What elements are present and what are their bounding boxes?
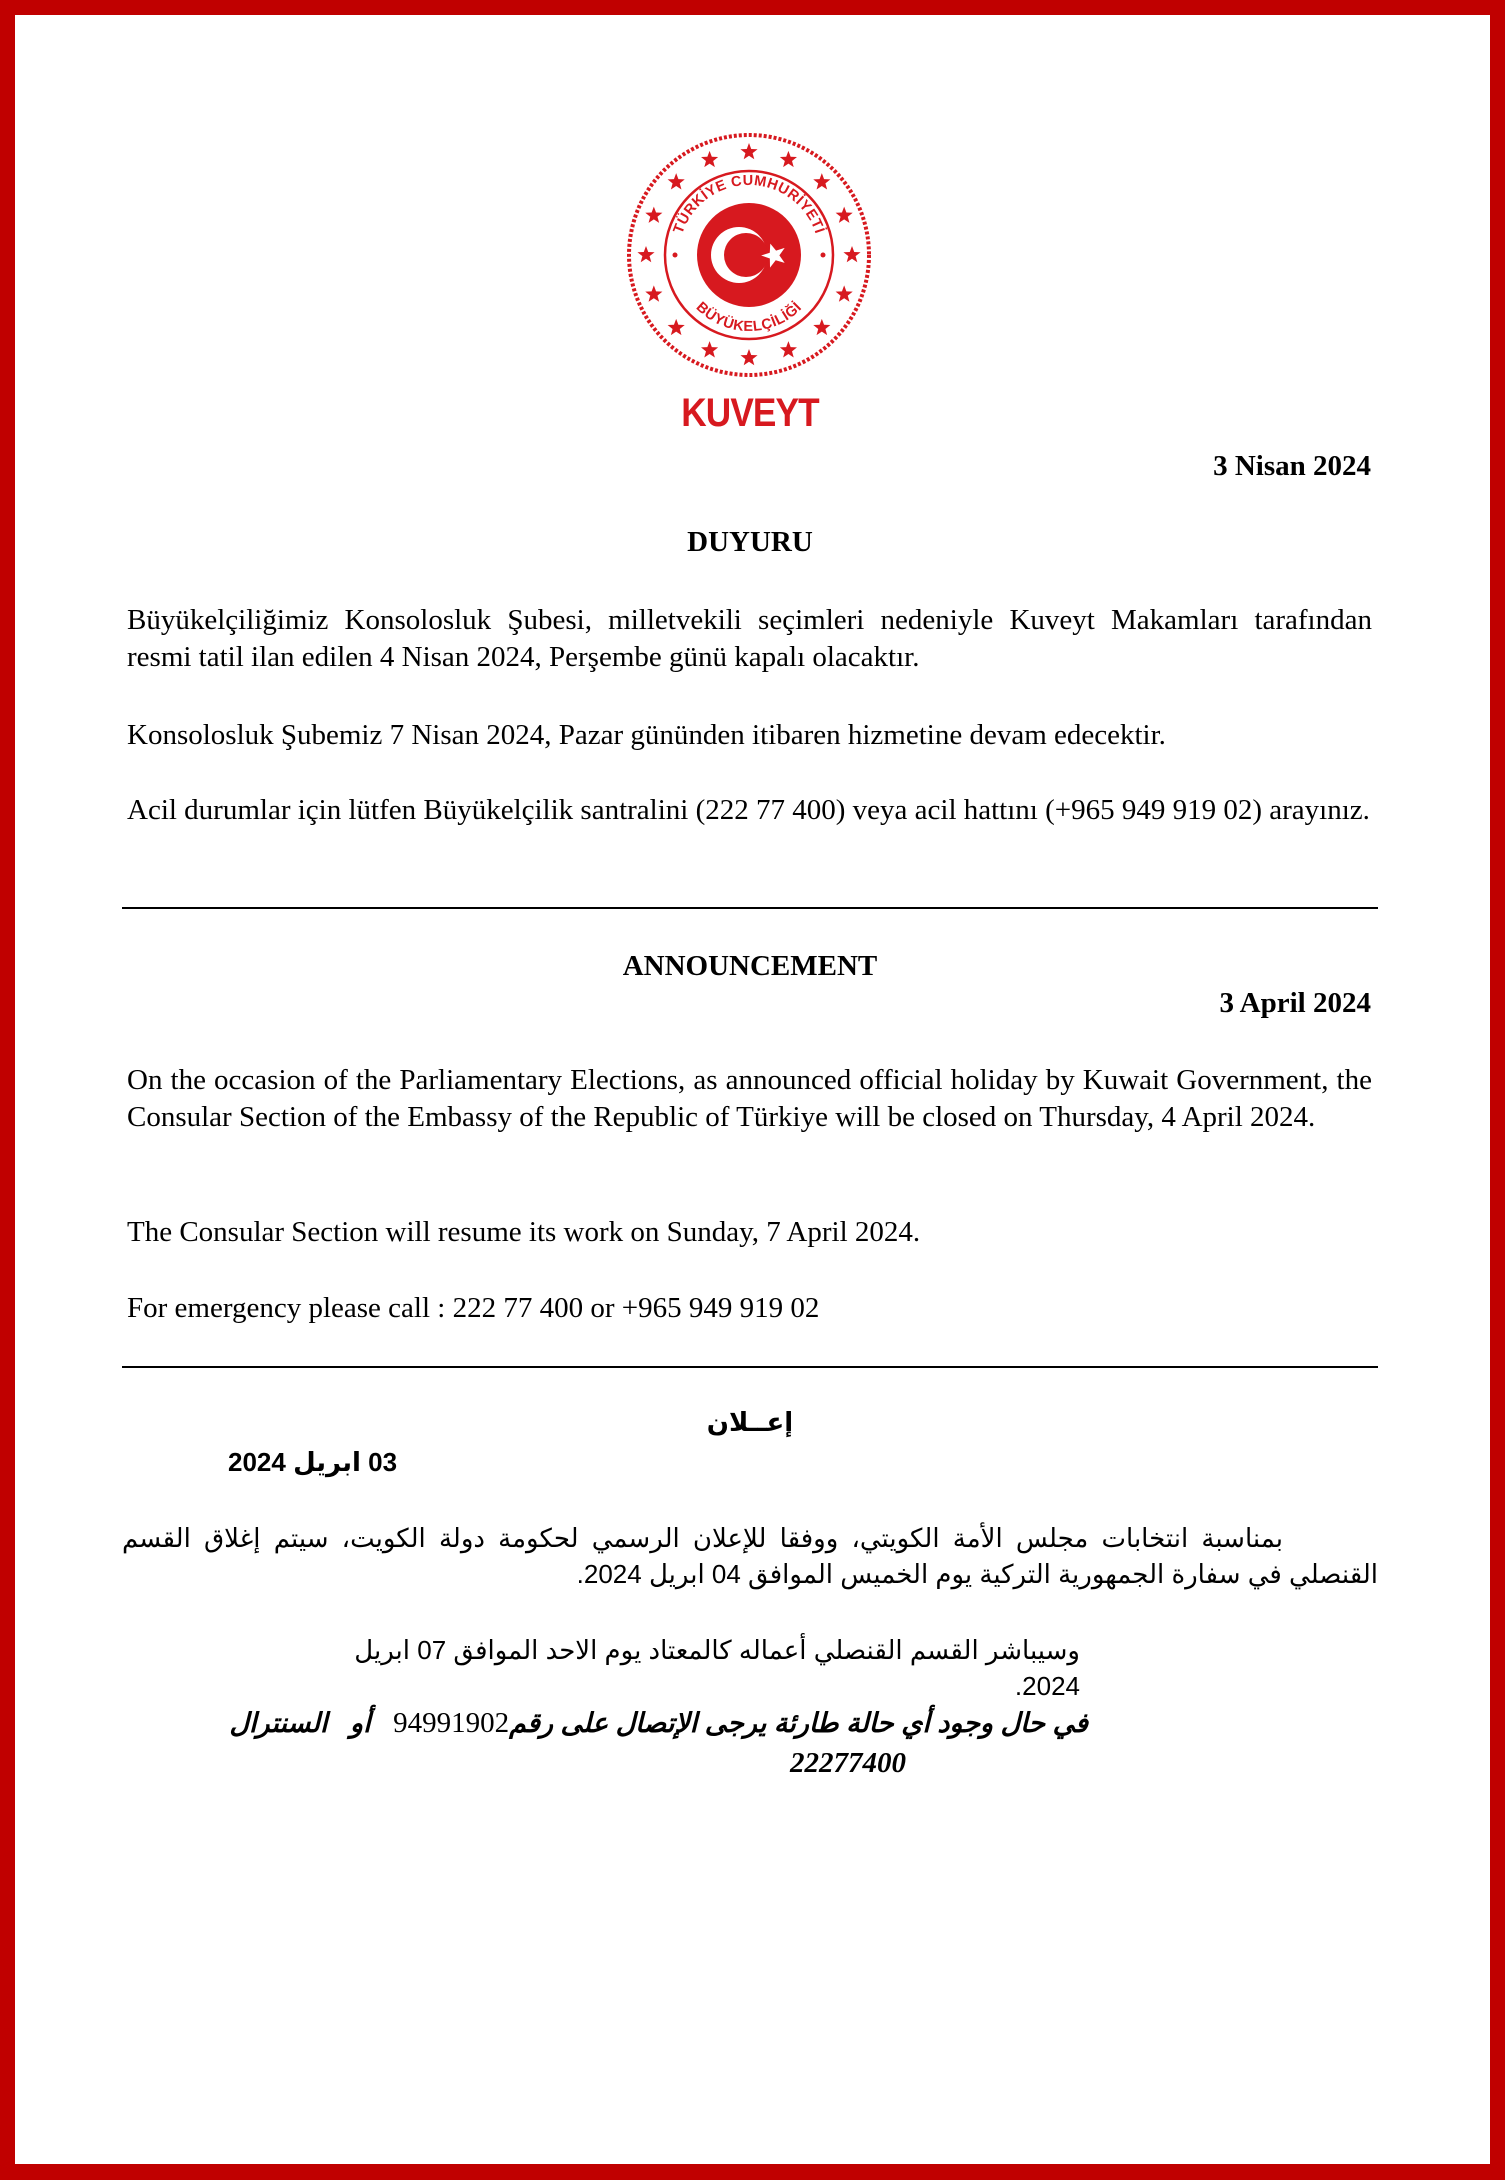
- seal-caption: KUVEYT: [681, 391, 819, 435]
- section-divider: [122, 907, 1378, 909]
- seal-star-icon: [637, 246, 654, 262]
- english-date: 3 April 2024: [1219, 987, 1371, 1019]
- turkish-paragraph-3: Acil durumlar için lütfen Büyükelçilik santralini (222 77 400) veya acil hattını (+965 949 919 02) arayınız.: [127, 794, 1370, 826]
- seal-star-icon: [740, 349, 757, 365]
- seal-star-icon: [740, 143, 757, 159]
- arabic-title: إعــلان: [706, 1407, 794, 1437]
- turkish-date: 3 Nisan 2024: [1213, 450, 1371, 482]
- arabic-emergency-prefix: في حال وجود أي حالة طارئة يرجى الإتصال على رقم: [509, 1708, 1088, 1738]
- embassy-seal-icon: [624, 130, 874, 380]
- arabic-date: 03 ابريل 2024: [228, 1447, 398, 1477]
- seal-star-icon: [813, 319, 830, 335]
- arabic-emergency-mobile: 94991902: [393, 1707, 510, 1739]
- seal-star-icon: [668, 173, 685, 189]
- arabic-emergency-paragraph: [168, 1703, 1088, 1783]
- seal-star-icon: [701, 341, 718, 357]
- turkish-title: DUYURU: [687, 526, 813, 558]
- arabic-emergency-central: 22277400: [790, 1747, 906, 1779]
- arabic-emergency-or: أو: [350, 1708, 371, 1738]
- section-divider: [122, 1366, 1378, 1368]
- seal-star-icon: [701, 151, 718, 167]
- seal-star-icon: [836, 207, 853, 223]
- english-paragraph-2: The Consular Section will resume its work on Sunday, 7 April 2024.: [127, 1216, 921, 1248]
- turkish-paragraph-1: Büyükelçiliğimiz Konsolosluk Şubesi, milletvekili seçimleri nedeniyle Kuveyt Makamları tarafından resmi tatil ilan edilen 4 Nisan 2024, Perşembe günü kapalı olacaktır.: [127, 604, 1372, 673]
- seal-star-icon: [780, 341, 797, 357]
- seal-star-icon: [813, 173, 830, 189]
- seal-star-icon: [645, 207, 662, 223]
- arabic-emergency-central-label: السنترال: [229, 1708, 328, 1738]
- seal-star-icon: [645, 285, 662, 301]
- seal-star-icon: [843, 246, 860, 262]
- arabic-paragraph-2: وسيباشر القسم القنصلي أعماله كالمعتاد يوم الاحد الموافق 07 ابريل 2024.: [354, 1635, 1080, 1701]
- seal-star-icon: [780, 151, 797, 167]
- seal-top-text: TÜRKİYE CUMHURİYETİ: [670, 172, 828, 236]
- turkish-paragraph-2: Konsolosluk Şubemiz 7 Nisan 2024, Pazar gününden itibaren hizmetine devam edecektir.: [127, 719, 1166, 751]
- seal-bottom-text: BÜYÜKELÇİLİĞİ: [692, 299, 806, 336]
- seal-star-icon: [668, 319, 685, 335]
- english-paragraph-1: On the occasion of the Parliamentary Elections, as announced official holiday by Kuwait Government, the Consular Section of the Embassy of the Republic of Türkiye will be closed on Thursday, 4 April 2024.: [127, 1064, 1372, 1133]
- seal-star-icon: [836, 285, 853, 301]
- english-title: ANNOUNCEMENT: [622, 950, 878, 982]
- arabic-paragraph-1: بمناسبة انتخابات مجلس الأمة الكويتي، ووفقا للإعلان الرسمي لحكومة دولة الكويت، سيتم إغلاق القسم القنصلي في سفارة الجمهورية التركية يوم الخميس الموافق 04 ابريل 2024.: [122, 1523, 1378, 1589]
- english-paragraph-3: For emergency please call : 222 77 400 or +965 949 919 02: [127, 1292, 820, 1324]
